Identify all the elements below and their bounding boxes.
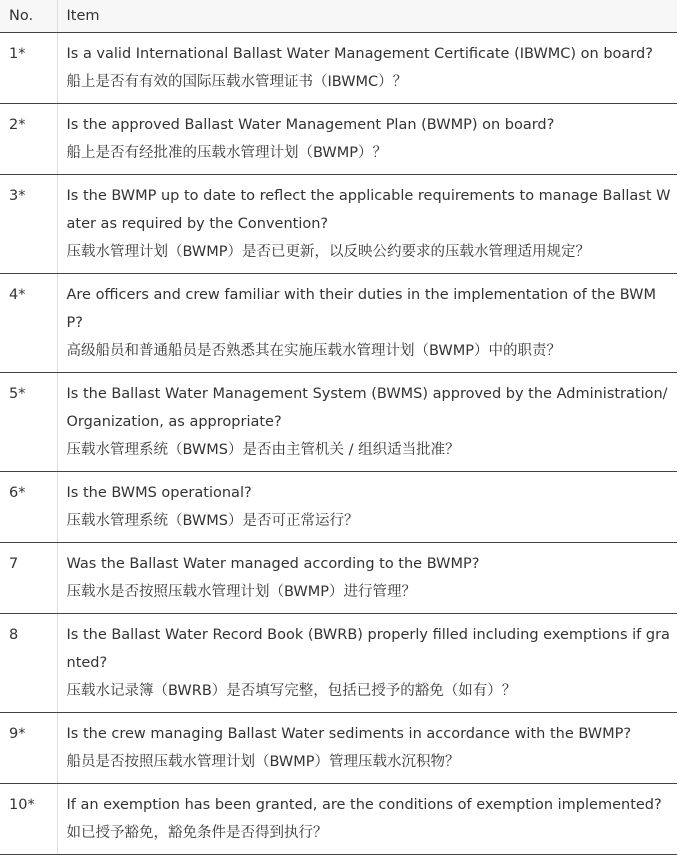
question-chinese: 高级船员和普通船员是否熟悉其在实施压载水管理计划（BWMP）中的职责？ [66,343,562,359]
row-number: 1* [0,33,57,104]
question-chinese: 压载水管理系统（BWMS）是否可正常运行？ [66,513,359,529]
row-number: 6* [0,472,57,543]
table-row [0,274,677,373]
row-number: 10* [0,784,57,855]
question-english: If an exemption has been granted, are the conditions of exemption implemented? [66,797,662,813]
question-chinese: 如已授予豁免，豁免条件是否得到执行？ [66,825,328,841]
table-row [0,472,677,543]
row-item [57,614,677,713]
question-chinese: 船上是否有有效的国际压载水管理证书（IBWMC）？ [66,74,408,90]
table-row [0,373,677,472]
question-english: Is the approved Ballast Water Management Plan (BWMP) on board? [66,117,555,133]
question-english: Is a valid International Ballast Water Management Certificate (IBWMC) on board? [66,46,653,62]
row-item [57,274,677,373]
question-chinese: 压载水管理系统（BWMS）是否由主管机关 / 组织适当批准？ [66,442,460,458]
row-number: 9* [0,713,57,784]
row-number: 5* [0,373,57,472]
question-english: Is the crew managing Ballast Water sediments in accordance with the BWMP? [66,726,632,742]
row-item [57,713,677,784]
table-row [0,614,677,713]
table-row [0,33,677,104]
table-row [0,784,677,855]
question-english: Is the Ballast Water Record Book (BWRB) properly filled including exemptions if granted? [66,627,670,671]
row-item [57,175,677,274]
row-number: 8 [0,614,57,713]
question-chinese: 压载水管理计划（BWMP）是否已更新，以反映公约要求的压载水管理适用规定？ [66,244,591,260]
table-row [0,713,677,784]
header-row [0,0,677,33]
table-row [0,175,677,274]
row-number: 4* [0,274,57,373]
question-chinese: 船员是否按照压载水管理计划（BWMP）管理压载水沉积物？ [66,754,460,770]
header-no: No. [0,0,57,33]
row-item [57,33,677,104]
question-english: Was the Ballast Water managed according to the BWMP? [66,556,480,572]
row-item [57,784,677,855]
row-item [57,373,677,472]
question-english: Are officers and crew familiar with their duties in the implementation of the BWMP? [66,287,657,331]
row-item [57,104,677,175]
row-number: 7 [0,543,57,614]
header-item: Item [57,0,677,33]
table-row [0,543,677,614]
question-english: Is the BWMP up to date to reflect the applicable requirements to manage Ballast Water as required by the Convention? [66,188,671,232]
row-number: 2* [0,104,57,175]
question-english: Is the BWMS operational? [66,485,252,501]
table-row [0,104,677,175]
question-chinese: 压载水是否按照压载水管理计划（BWMP）进行管理？ [66,584,417,600]
row-number: 3* [0,175,57,274]
row-item [57,543,677,614]
question-chinese: 压载水记录簿（BWRB）是否填写完整，包括已授予的豁免（如有）？ [66,683,517,699]
question-chinese: 船上是否有经批准的压载水管理计划（BWMP）？ [66,145,388,161]
question-english: Is the Ballast Water Management System (BWMS) approved by the Administration/Organization, as appropriate? [66,386,668,430]
row-item [57,472,677,543]
